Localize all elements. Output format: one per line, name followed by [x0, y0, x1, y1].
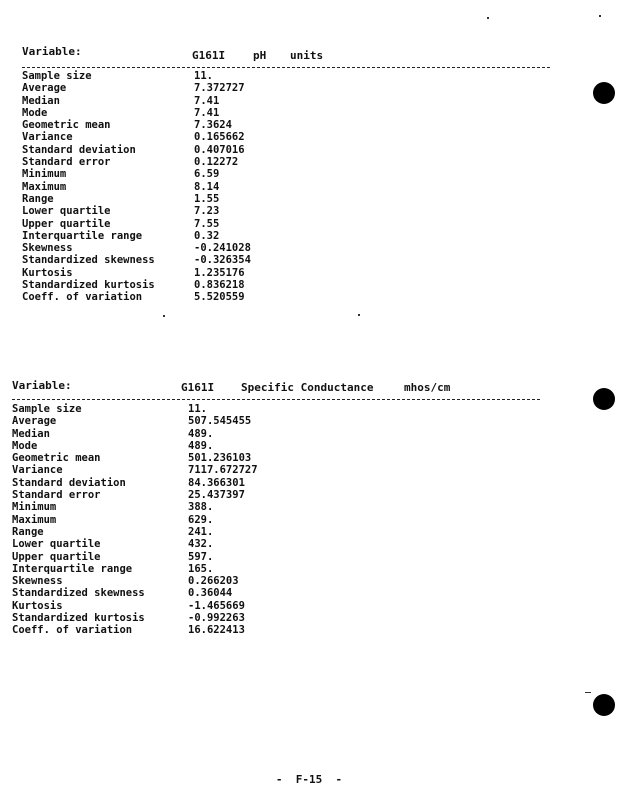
section1-divider	[22, 67, 550, 68]
punch-hole-bottom	[593, 694, 615, 716]
stat-value: 16.622413	[188, 624, 245, 637]
stat-row	[12, 538, 342, 550]
stat-row	[22, 242, 352, 254]
stat-value: -0.326354	[194, 254, 251, 267]
stat-row	[12, 428, 342, 440]
section2-parameter: Specific Conductance	[241, 381, 374, 394]
stat-label: Standardized kurtosis	[12, 612, 145, 625]
stat-value: 0.836218	[194, 279, 245, 292]
stat-value: 489.	[188, 427, 214, 440]
scan-speck	[163, 315, 165, 317]
section2-units: mhos/cm	[404, 381, 451, 394]
stat-label: Minimum	[12, 501, 57, 514]
stat-value: 0.165662	[194, 131, 245, 144]
stat-label: Lower quartile	[12, 538, 101, 551]
stat-row	[22, 267, 352, 279]
stat-row	[12, 587, 342, 599]
stat-label: Interquartile range	[22, 229, 143, 242]
stat-label: Standardized kurtosis	[22, 279, 155, 292]
stat-label: Skewness	[12, 575, 63, 588]
scan-speck	[358, 314, 360, 316]
section1-variable-label: Variable:	[22, 45, 82, 58]
stat-row	[22, 168, 352, 180]
stat-label: Kurtosis	[12, 599, 63, 612]
stat-value: 8.14	[194, 180, 220, 193]
page-number-text: F-15	[295, 773, 323, 786]
stat-label: Standard deviation	[12, 476, 126, 489]
stat-label: Minimum	[22, 168, 67, 181]
footer-dash-right: -	[322, 773, 343, 786]
stat-value: 1.55	[194, 192, 220, 205]
stat-value: 11.	[188, 403, 207, 415]
stat-label: Median	[22, 94, 60, 107]
stat-row	[22, 82, 352, 94]
stat-value: 0.36044	[188, 587, 233, 600]
stat-label: Average	[22, 82, 67, 95]
stat-value: 7.3624	[194, 119, 232, 132]
stat-value: 7117.672727	[188, 464, 258, 477]
stat-row	[12, 575, 342, 587]
stat-row	[12, 489, 342, 501]
scan-mark	[585, 692, 591, 693]
stat-label: Kurtosis	[22, 266, 73, 279]
stat-label: Interquartile range	[12, 562, 133, 575]
stat-row	[22, 144, 352, 156]
stat-label: Maximum	[12, 513, 57, 526]
stat-value: 489.	[188, 439, 214, 452]
stat-value: 629.	[188, 513, 214, 526]
stat-row	[12, 440, 342, 452]
stat-label: Standardized skewness	[12, 587, 145, 600]
section2-divider	[12, 399, 540, 400]
stat-value: 11.	[194, 70, 213, 82]
stat-row	[22, 254, 352, 266]
stat-label: Variance	[12, 464, 63, 477]
scan-speck	[599, 15, 601, 17]
stat-row	[22, 218, 352, 230]
section2-stats-table	[12, 403, 342, 637]
stat-value: 241.	[188, 525, 214, 538]
punch-hole-top	[593, 82, 615, 104]
stat-value: 1.235176	[194, 266, 245, 279]
stat-label: Average	[12, 415, 57, 428]
stat-row	[12, 624, 342, 636]
section1-parameter: pH	[253, 49, 267, 62]
stat-label: Variance	[22, 131, 73, 144]
stat-label: Standard error	[12, 489, 101, 502]
stat-value: 7.23	[194, 205, 220, 218]
stat-label: Range	[12, 525, 44, 538]
stat-label: Mode	[12, 439, 38, 452]
stat-row	[22, 279, 352, 291]
stat-label: Coeff. of variation	[12, 624, 133, 637]
stat-label: Maximum	[22, 180, 67, 193]
stat-row	[22, 95, 352, 107]
stat-label: Upper quartile	[22, 217, 111, 230]
stat-label: Geometric mean	[22, 119, 111, 132]
stat-label: Sample size	[22, 70, 92, 82]
stat-row	[12, 514, 342, 526]
stat-row	[12, 403, 342, 415]
page-number	[0, 773, 618, 786]
section1-well: G161I	[192, 49, 226, 62]
section2-well: G161I	[181, 381, 215, 394]
stat-label: Sample size	[12, 403, 82, 415]
stat-row	[12, 563, 342, 575]
stat-value: 5.520559	[194, 291, 245, 304]
footer-dash-left: -	[275, 773, 296, 786]
stat-label: Skewness	[22, 242, 73, 255]
stat-row	[22, 156, 352, 168]
stat-value: -1.465669	[188, 599, 245, 612]
stat-label: Coeff. of variation	[22, 291, 143, 304]
stat-value: 432.	[188, 538, 214, 551]
stat-label: Standardized skewness	[22, 254, 155, 267]
stat-label: Median	[12, 427, 50, 440]
stat-row	[12, 464, 342, 476]
stat-value: 0.407016	[194, 143, 245, 156]
stat-value: 6.59	[194, 168, 220, 181]
stat-row	[22, 181, 352, 193]
stat-value: 165.	[188, 562, 214, 575]
stat-value: 501.236103	[188, 452, 252, 465]
stat-row	[12, 612, 342, 624]
stat-value: 7.55	[194, 217, 220, 230]
stat-label: Range	[22, 192, 54, 205]
section2-variable-label: Variable:	[12, 379, 72, 392]
stat-row	[12, 501, 342, 513]
stat-row	[22, 230, 352, 242]
stat-row	[22, 131, 352, 143]
stat-row	[22, 205, 352, 217]
stat-row	[12, 526, 342, 538]
stat-row	[12, 600, 342, 612]
stat-value: -0.992263	[188, 612, 245, 625]
stat-value: 597.	[188, 550, 214, 563]
stat-row	[12, 551, 342, 563]
stat-row	[22, 70, 352, 82]
stat-label: Mode	[22, 106, 48, 119]
stat-row	[22, 291, 352, 303]
stat-value: 0.32	[194, 229, 220, 242]
stat-row	[12, 452, 342, 464]
section1-units: units	[290, 49, 324, 62]
stat-label: Geometric mean	[12, 452, 101, 465]
stat-value: 507.545455	[188, 415, 252, 428]
stat-value: 25.437397	[188, 489, 245, 502]
stat-value: 7.41	[194, 94, 220, 107]
stat-value: 0.12272	[194, 156, 239, 169]
stat-label: Upper quartile	[12, 550, 101, 563]
stat-row	[12, 477, 342, 489]
stat-value: -0.241028	[194, 242, 251, 255]
stat-row	[22, 193, 352, 205]
stat-row	[12, 415, 342, 427]
stat-row	[22, 119, 352, 131]
section1-stats-table	[22, 70, 352, 304]
scan-speck	[487, 17, 489, 19]
stat-value: 0.266203	[188, 575, 239, 588]
stat-label: Standard deviation	[22, 143, 136, 156]
stat-label: Standard error	[22, 156, 111, 169]
stat-row	[22, 107, 352, 119]
stat-label: Lower quartile	[22, 205, 111, 218]
stat-value: 7.372727	[194, 82, 245, 95]
stat-value: 388.	[188, 501, 214, 514]
stat-value: 7.41	[194, 106, 220, 119]
punch-hole-middle	[593, 388, 615, 410]
stat-value: 84.366301	[188, 476, 245, 489]
